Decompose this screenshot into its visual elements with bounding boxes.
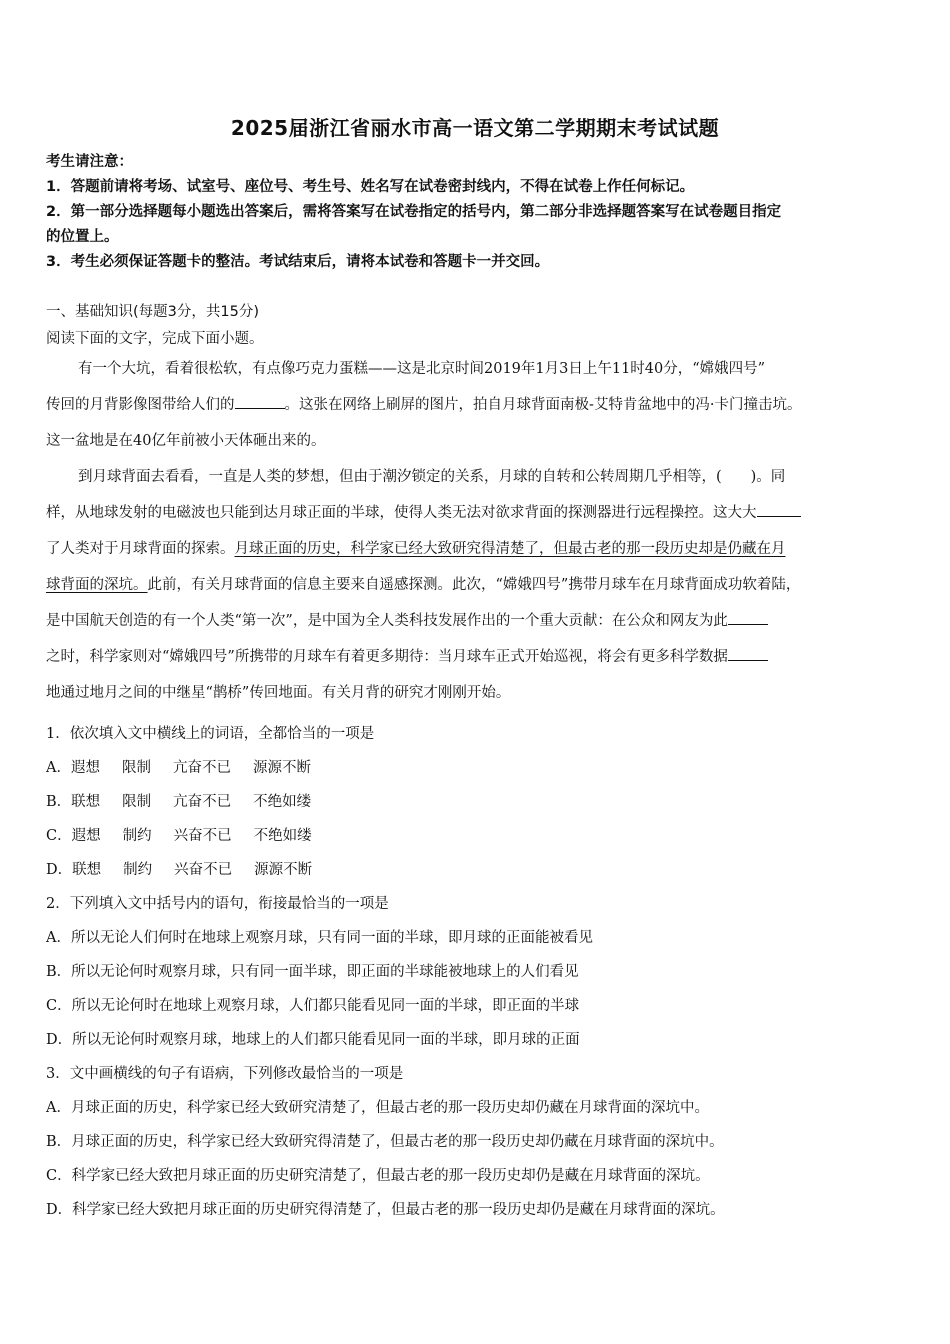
option-c: C．遐想 制约 兴奋不已 不绝如缕: [46, 828, 312, 844]
option-a: A．月球正面的历史，科学家已经大致研究清楚了，但最古老的那一段历史却仍藏在月球背面的深坑中。: [46, 1100, 709, 1116]
option-d: D．科学家已经大致把月球正面的历史研究得清楚了，但最古老的那一段历史却仍是藏在月球背面的深坑。: [46, 1202, 725, 1218]
answer-blank: [235, 392, 285, 409]
underlined-sentence: 球背面的深坑。: [46, 577, 148, 593]
passage-line: 这一盆地是在40亿年前被小天体砸出来的。: [46, 433, 326, 449]
passage-line: 样，从地球发射的电磁波也只能到达月球正面的半球，使得人类无法对欲求背面的探测器进行远程操控。这大大: [46, 495, 914, 531]
passage-line: 了人类对于月球背面的探索。月球正面的历史，科学家已经大致研究得清楚了，但最古老的那一段历史却是仍藏在月: [46, 541, 786, 557]
answer-blank: [757, 500, 801, 517]
option-b: B．联想 限制 亢奋不已 不绝如缕: [46, 794, 312, 810]
notice-item: 1．答题前请将考场、试室号、座位号、考生号、姓名写在试卷密封线内，不得在试卷上作任何标记。: [46, 179, 695, 195]
passage-line: 是中国航天创造的有一个人类“第一次”，是中国为全人类科技发展作出的一个重大贡献：在公众和网友为此: [46, 603, 914, 639]
option-b: B．月球正面的历史，科学家已经大致研究得清楚了，但最古老的那一段历史却仍藏在月球背面的深坑中。: [46, 1134, 724, 1150]
option-a: A．遐想 限制 亢奋不已 源源不断: [46, 760, 311, 776]
passage-line: 地通过地月之间的中继星“鹊桥”传回地面。有关月背的研究才刚刚开始。: [46, 685, 511, 701]
notice-item: 3．考生必须保证答题卡的整洁。考试结束后，请将本试卷和答题卡一并交回。: [46, 254, 550, 270]
notice-item: 的位置上。: [46, 229, 119, 245]
question-stem: 2．下列填入文中括号内的语句，衔接最恰当的一项是: [46, 896, 389, 912]
option-d: D．所以无论何时观察月球，地球上的人们都只能看见同一面的半球，即月球的正面: [46, 1032, 580, 1048]
question-1: [46, 717, 914, 1227]
passage-line: 有一个大坑，看着很松软，有点像巧克力蛋糕——这是北京时间2019年1月3日上午11时40分，“嫦娥四号”: [78, 361, 766, 377]
answer-blank: [728, 608, 768, 625]
passage-line: 到月球背面去看看，一直是人类的梦想，但由于潮汐锁定的关系，月球的自转和公转周期几乎相等，( )。同: [78, 469, 786, 485]
question-stem: 1．依次填入文中横线上的词语，全都恰当的一项是: [46, 726, 375, 742]
answer-blank: [728, 644, 768, 661]
option-c: C．科学家已经大致把月球正面的历史研究清楚了，但最古老的那一段历史却仍是藏在月球背面的深坑。: [46, 1168, 710, 1184]
section-intro: 阅读下面的文字，完成下面小题。: [46, 331, 264, 347]
reading-passage: [46, 351, 914, 711]
passage-line: 传回的月背影像图带给人们的 。这张在网络上刷屏的图片，拍自月球背面南极-艾特肯盆地中的冯·卡门撞击坑。: [46, 387, 914, 423]
section-heading: 一、基础知识(每题3分，共15分): [46, 304, 259, 320]
passage-line: 球背面的深坑。此前，有关月球背面的信息主要来自遥感探测。此次，“嫦娥四号”携带月球车在月球背面成功软着陆，: [46, 577, 801, 593]
option-c: C．所以无论何时在地球上观察月球，人们都只能看见同一面的半球，即正面的半球: [46, 998, 580, 1014]
passage-line: 之时，科学家则对“嫦娥四号”所携带的月球车有着更多期待：当月球车正式开始巡视，将会有更多科学数据: [46, 639, 914, 675]
underlined-sentence: 月球正面的历史，科学家已经大致研究得清楚了，但最古老的那一段历史却是仍藏在月: [234, 541, 786, 557]
notice-heading: 考生请注意：: [46, 154, 133, 170]
option-b: B．所以无论何时观察月球，只有同一面半球，即正面的半球能被地球上的人们看见: [46, 964, 579, 980]
option-a: A．所以无论人们何时在地球上观察月球，只有同一面的半球，即月球的正面能被看见: [46, 930, 593, 946]
notice-block: [46, 150, 906, 275]
option-d: D．联想 制约 兴奋不已 源源不断: [46, 862, 313, 878]
page-title: 2025届浙江省丽水市高一语文第二学期期末考试试题: [230, 116, 720, 140]
notice-item: 2．第一部分选择题每小题选出答案后，需将答案写在试卷指定的括号内，第二部分非选择题答案写在试卷题目指定: [46, 204, 782, 220]
question-stem: 3．文中画横线的句子有语病，下列修改最恰当的一项是: [46, 1066, 404, 1082]
